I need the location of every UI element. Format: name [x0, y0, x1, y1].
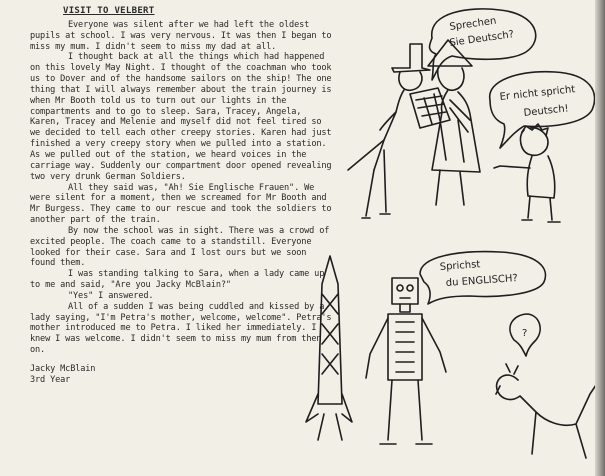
bubble-robot-text-1: Sprichst [439, 259, 481, 273]
bubble-left-text-2: Sie Deutsch? [448, 29, 515, 49]
bubble-right-text-1: Er nicht spricht [499, 84, 576, 103]
map-paper [410, 88, 450, 128]
robot-head [392, 278, 418, 304]
article-title: VISIT TO VELBERT [63, 6, 155, 16]
binding-edge [595, 0, 605, 476]
bubble-right-text-2: Deutsch! [523, 103, 570, 119]
bubble-robot-text-2: du ENGLISCH? [445, 272, 519, 289]
man-hat [392, 44, 430, 72]
article-paragraph: By now the school was in sight. There was a crowd of excited people. The coach came to a standstill. Everyone looked for their case. Sara and I lost ours but we soon found them. [30, 225, 330, 269]
robot-body [388, 314, 422, 380]
boy-figure [521, 128, 548, 156]
article-paragraph: I thought back at all the things which had happened on this lovely May Night. I thought of the coachman who took us to Dover and of the handsome sailors on the ship! The one thing that I will always remember about the train journey is when Mr Booth told us to turn out our lights in the compartments and to go to sleep. Sara, Tracey, Angela, Karen, Tracey and Melenie and myself did not feel tired so we decided to tell each other creepy stories. Karen had just finished a very creepy story when we pulled into a station. As we pulled out of the station, we heard voices in the carriage way. Suddenly our compartment door opened revealing two very drunk German Soldiers. [30, 52, 332, 182]
illustration-top [300, 0, 600, 260]
article-paragraph: "Yes" I answered. [68, 290, 154, 301]
article-paragraph: I was standing talking to Sara, when a lady came up to me and said, "Are you Jacky McBlain?" [30, 269, 325, 291]
bubble-dog-text: ? [522, 328, 528, 339]
illustration-bottom [300, 244, 600, 476]
article-paragraph: All they said was, "Ah! Sie Englische Frauen". We were silent for a moment, then we screamed for Mr Booth and Mr Burgess. They came to our rescue and took the soldiers to another part of the train. [30, 182, 332, 226]
dog [497, 375, 598, 458]
article-paragraph: All of a sudden I was being cuddled and kissed by a lady saying, "I'm Petra's mother, welcome, welcome". Petra's mother introduced me to Petra. I liked her immediately. I knew I was welcome. I didn't seem to miss my mum from then on. [30, 301, 332, 356]
bubble-left-text-1: Sprechen [448, 15, 498, 33]
signature-block [30, 364, 336, 386]
article-paragraph: Everyone was silent after we had left the oldest pupils at school. I was very nervous. It was then I began to miss my mum. I didn't seem to miss my dad at all. [30, 19, 332, 52]
author-year: 3rd Year [30, 374, 71, 385]
author-name: Jacky McBlain [30, 364, 96, 374]
rocket [318, 256, 342, 404]
article [30, 6, 336, 386]
